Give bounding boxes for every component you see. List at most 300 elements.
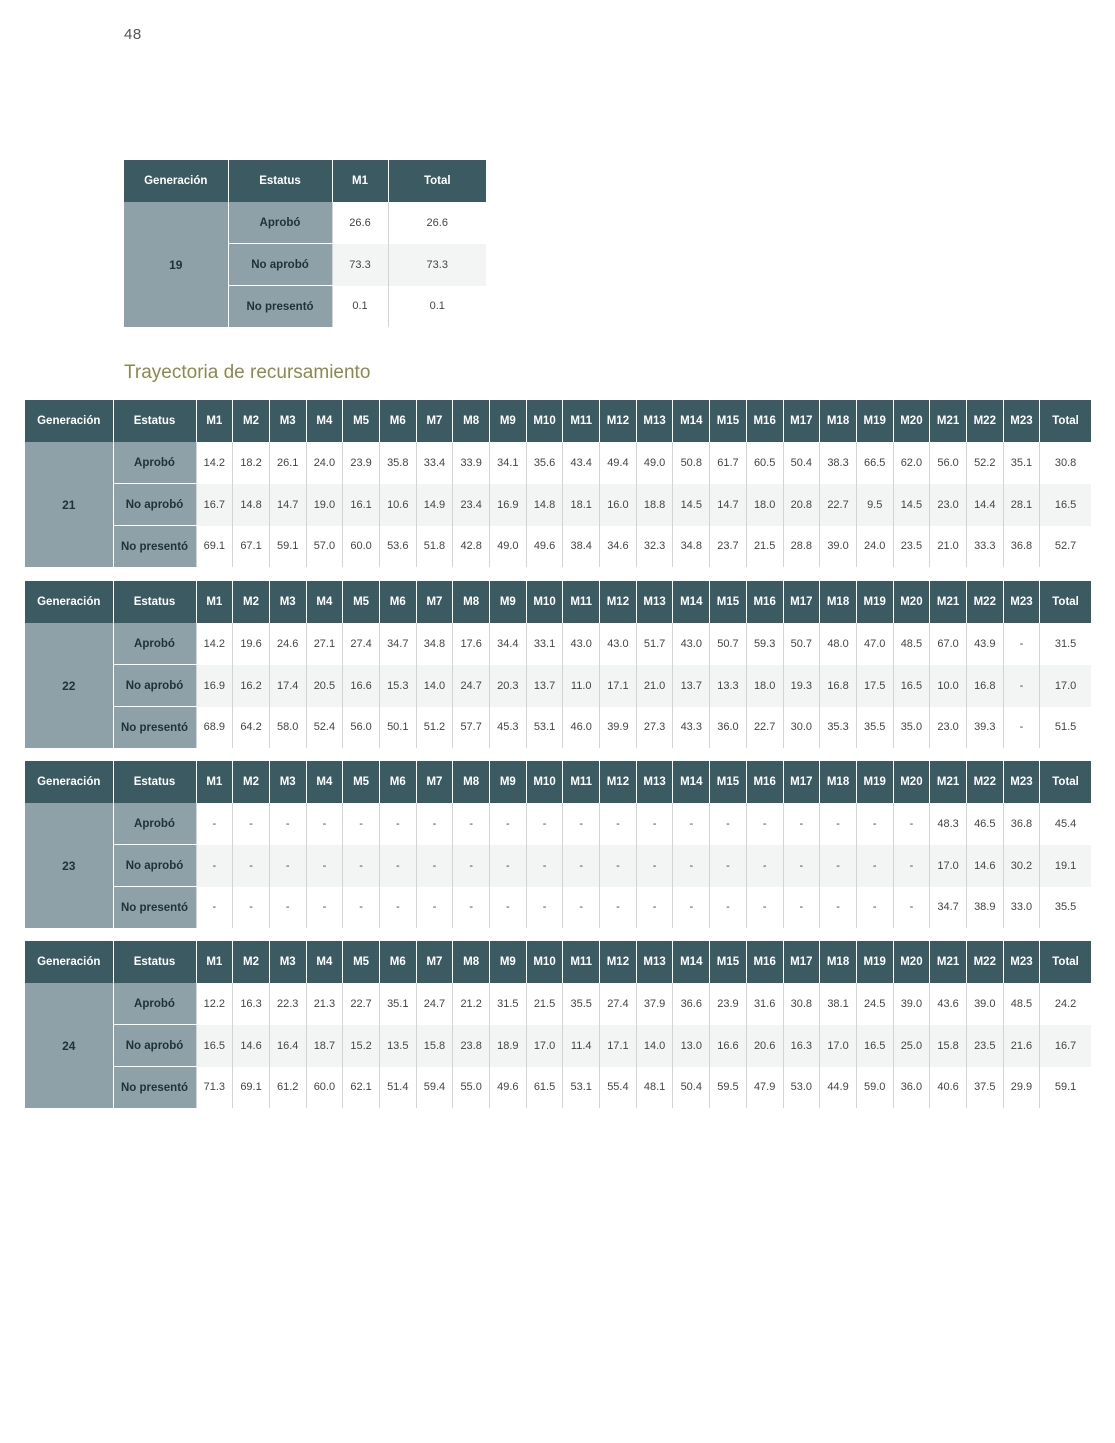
value-cell: - [453,887,490,929]
value-cell: 51.8 [416,526,453,568]
header-m13: M13 [636,761,673,803]
header-m18: M18 [820,761,857,803]
header-m16: M16 [746,761,783,803]
value-cell: - [416,887,453,929]
value-cell: - [563,887,600,929]
table-header-row [25,581,1091,623]
value-cell: 31.5 [490,983,527,1025]
value-cell: - [490,887,527,929]
value-cell: 50.8 [673,442,710,484]
value-cell: 25.0 [893,1025,930,1067]
status-cell: No presentó [113,887,196,929]
header-m2: M2 [233,761,270,803]
value-cell: - [526,887,563,929]
value-cell: 49.0 [636,442,673,484]
value-cell: 13.7 [526,665,563,707]
value-cell: 35.1 [379,983,416,1025]
value-cell: 66.5 [856,442,893,484]
value-cell: 14.5 [893,484,930,526]
value-cell: 35.3 [820,707,857,749]
header-m3: M3 [269,581,306,623]
header-m7: M7 [416,941,453,983]
header-m12: M12 [600,941,637,983]
total-cell: 30.8 [1040,442,1091,484]
header-m20: M20 [893,400,930,442]
generation-cell: 21 [25,442,113,567]
table-row [124,202,486,244]
value-cell: 16.6 [343,665,380,707]
value-cell: - [196,803,233,845]
value-cell: 59.5 [710,1067,747,1109]
value-cell: 13.3 [710,665,747,707]
value-cell: 38.4 [563,526,600,568]
value-cell: 38.3 [820,442,857,484]
value-cell: - [490,845,527,887]
value-cell: 23.4 [453,484,490,526]
header-m2: M2 [233,941,270,983]
value-cell: - [379,803,416,845]
header-generaci-n: Generación [25,400,113,442]
value-cell: - [820,887,857,929]
total-cell: 31.5 [1040,623,1091,665]
value-cell: 43.9 [966,623,1003,665]
value-cell: 47.9 [746,1067,783,1109]
value-cell: - [783,845,820,887]
header-m23: M23 [1003,941,1040,983]
value-cell: - [673,803,710,845]
value-cell: - [306,887,343,929]
value-cell: 55.0 [453,1067,490,1109]
status-cell: No presentó [113,526,196,568]
header-m9: M9 [490,400,527,442]
value-cell: 18.0 [746,665,783,707]
value-cell: 17.0 [820,1025,857,1067]
value-cell: 60.0 [343,526,380,568]
header-m13: M13 [636,941,673,983]
header-m14: M14 [673,400,710,442]
header-m7: M7 [416,581,453,623]
value-cell: 18.9 [490,1025,527,1067]
value-cell: 13.5 [379,1025,416,1067]
value-cell: 37.9 [636,983,673,1025]
header-m5: M5 [343,581,380,623]
value-cell: 22.7 [820,484,857,526]
header-generaci-n: Generación [25,581,113,623]
value-cell: 24.7 [453,665,490,707]
value-cell: 10.0 [930,665,967,707]
generation-cell: 23 [25,803,113,928]
value-cell: 14.6 [233,1025,270,1067]
header-m1: M1 [196,400,233,442]
header-m1: M1 [196,941,233,983]
value-cell: 30.0 [783,707,820,749]
header-m8: M8 [453,941,490,983]
header-total: Total [1040,761,1091,803]
table-header-row [124,160,486,202]
value-cell: 27.1 [306,623,343,665]
value-cell: 22.7 [746,707,783,749]
value-cell: - [710,887,747,929]
value-cell: 21.0 [636,665,673,707]
value-cell: 34.4 [490,623,527,665]
status-cell: No aprobó [113,665,196,707]
header-m9: M9 [490,761,527,803]
value-cell: 57.7 [453,707,490,749]
value-cell: 33.4 [416,442,453,484]
value-cell: - [1003,623,1040,665]
value-cell: 39.9 [600,707,637,749]
table-row [25,442,1091,484]
value-cell: 39.3 [966,707,1003,749]
value-cell: 15.3 [379,665,416,707]
total-cell: 52.7 [1040,526,1091,568]
header-m6: M6 [379,941,416,983]
value-cell: - [600,803,637,845]
value-cell: 68.9 [196,707,233,749]
value-cell: 23.8 [453,1025,490,1067]
header-m21: M21 [930,761,967,803]
header-m23: M23 [1003,581,1040,623]
value-cell: 23.0 [930,707,967,749]
value-cell: 61.2 [269,1067,306,1109]
table-row [25,526,1091,568]
total-cell: 16.5 [1040,484,1091,526]
value-cell: - [783,887,820,929]
value-cell: 15.8 [930,1025,967,1067]
value-cell: 20.5 [306,665,343,707]
value-cell: - [196,845,233,887]
header-generaci-n: Generación [25,941,113,983]
header-m8: M8 [453,400,490,442]
header-m4: M4 [306,400,343,442]
header-m1: M1 [332,160,388,202]
value-cell: 14.8 [233,484,270,526]
status-cell: No presentó [113,1067,196,1109]
value-cell: 36.8 [1003,526,1040,568]
value-cell: 24.7 [416,983,453,1025]
value-cell: 27.4 [600,983,637,1025]
value-cell: 46.0 [563,707,600,749]
value-cell: - [673,887,710,929]
value-cell: - [710,845,747,887]
value-cell: 30.2 [1003,845,1040,887]
status-cell: No aprobó [113,484,196,526]
value-cell: - [343,803,380,845]
value-cell: 14.9 [416,484,453,526]
header-m6: M6 [379,400,416,442]
header-m15: M15 [710,400,747,442]
value-cell: 24.5 [856,983,893,1025]
header-m6: M6 [379,761,416,803]
total-cell: 73.3 [388,244,486,286]
value-cell: 60.0 [306,1067,343,1109]
header-total: Total [1040,941,1091,983]
value-cell: 29.9 [1003,1067,1040,1109]
value-cell: 40.6 [930,1067,967,1109]
status-cell: No aprobó [113,1025,196,1067]
value-cell: 59.0 [856,1067,893,1109]
header-m19: M19 [856,400,893,442]
header-m10: M10 [526,581,563,623]
header-m23: M23 [1003,761,1040,803]
header-m23: M23 [1003,400,1040,442]
value-cell: 48.5 [1003,983,1040,1025]
value-cell: 51.7 [636,623,673,665]
value-cell: - [490,803,527,845]
value-cell: - [306,803,343,845]
value-cell: 48.1 [636,1067,673,1109]
header-estatus: Estatus [113,941,196,983]
total-cell: 16.7 [1040,1025,1091,1067]
value-cell: 14.8 [526,484,563,526]
value-cell: - [453,845,490,887]
value-cell: 51.2 [416,707,453,749]
table-generation-24 [25,941,1091,1108]
value-cell: - [379,845,416,887]
value-cell: - [269,845,306,887]
header-m18: M18 [820,581,857,623]
value-cell: 14.0 [636,1025,673,1067]
status-cell: No aprobó [113,845,196,887]
value-cell: 34.8 [673,526,710,568]
value-cell: 18.2 [233,442,270,484]
value-cell: 46.5 [966,803,1003,845]
value-cell: - [636,887,673,929]
total-cell: 0.1 [388,286,486,328]
header-m10: M10 [526,761,563,803]
value-cell: 59.1 [269,526,306,568]
value-cell: 34.6 [600,526,637,568]
value-cell: 12.2 [196,983,233,1025]
value-cell: - [526,803,563,845]
value-cell: 23.9 [343,442,380,484]
value-cell: 21.0 [930,526,967,568]
header-m20: M20 [893,941,930,983]
value-cell: 50.7 [710,623,747,665]
value-cell: 17.4 [269,665,306,707]
value-cell: 14.5 [673,484,710,526]
header-generaci-n: Generación [25,761,113,803]
value-cell: 23.9 [710,983,747,1025]
value-cell: 34.1 [490,442,527,484]
header-m9: M9 [490,941,527,983]
value-cell: 16.9 [196,665,233,707]
table-row [25,803,1091,845]
value-cell: - [746,803,783,845]
header-m7: M7 [416,761,453,803]
header-m8: M8 [453,761,490,803]
value-cell: 56.0 [930,442,967,484]
value-cell: 47.0 [856,623,893,665]
value-cell: 34.7 [379,623,416,665]
value-cell: - [783,803,820,845]
total-cell: 24.2 [1040,983,1091,1025]
value-cell: 38.9 [966,887,1003,929]
value-cell: 13.7 [673,665,710,707]
value-cell: 67.0 [930,623,967,665]
total-cell: 26.6 [388,202,486,244]
header-m1: M1 [196,581,233,623]
value-cell: - [600,887,637,929]
header-m14: M14 [673,761,710,803]
value-cell: - [196,887,233,929]
value-cell: 23.5 [893,526,930,568]
value-cell: 52.4 [306,707,343,749]
value-cell: 69.1 [233,1067,270,1109]
header-m15: M15 [710,581,747,623]
value-cell: 23.0 [930,484,967,526]
value-cell: 50.4 [673,1067,710,1109]
value-cell: 19.0 [306,484,343,526]
value-cell: 39.0 [893,983,930,1025]
value-cell: 15.2 [343,1025,380,1067]
header-m19: M19 [856,761,893,803]
value-cell: 42.8 [453,526,490,568]
header-m5: M5 [343,400,380,442]
header-m4: M4 [306,941,343,983]
value-cell: 37.5 [966,1067,1003,1109]
value-cell: 23.7 [710,526,747,568]
table-row [25,1025,1091,1067]
value-cell: 27.3 [636,707,673,749]
generation-cell: 22 [25,623,113,748]
value-cell: 18.7 [306,1025,343,1067]
value-cell: - [379,887,416,929]
header-m16: M16 [746,581,783,623]
value-cell: 36.6 [673,983,710,1025]
header-m2: M2 [233,400,270,442]
value-cell: 20.6 [746,1025,783,1067]
header-m2: M2 [233,581,270,623]
value-cell: 14.0 [416,665,453,707]
value-cell: 61.7 [710,442,747,484]
value-cell: - [673,845,710,887]
header-m16: M16 [746,400,783,442]
value-cell: 28.1 [1003,484,1040,526]
value-cell: 16.5 [856,1025,893,1067]
value-cell: 10.6 [379,484,416,526]
value-cell: 14.4 [966,484,1003,526]
header-m17: M17 [783,400,820,442]
value-cell: - [856,803,893,845]
value-cell: 33.9 [453,442,490,484]
value-cell: 51.4 [379,1067,416,1109]
header-m6: M6 [379,581,416,623]
value-cell: 9.5 [856,484,893,526]
value-cell: 64.2 [233,707,270,749]
header-m9: M9 [490,581,527,623]
table-row [25,845,1091,887]
value-cell: - [416,845,453,887]
value-cell: 35.5 [563,983,600,1025]
table-row [25,983,1091,1025]
value-cell: - [893,803,930,845]
value-cell: 44.9 [820,1067,857,1109]
value-cell: 60.5 [746,442,783,484]
header-m18: M18 [820,941,857,983]
value-cell: 16.6 [710,1025,747,1067]
value-cell: - [893,887,930,929]
header-total: Total [1040,581,1091,623]
header-m19: M19 [856,941,893,983]
value-cell: 38.1 [820,983,857,1025]
header-m22: M22 [966,581,1003,623]
table-generation-22 [25,581,1091,748]
header-estatus: Estatus [228,160,332,202]
value-cell: - [636,803,673,845]
header-m5: M5 [343,941,380,983]
header-total: Total [1040,400,1091,442]
value-cell: 45.3 [490,707,527,749]
header-m16: M16 [746,941,783,983]
value-cell: 34.7 [930,887,967,929]
table-header-row [25,941,1091,983]
value-cell: - [526,845,563,887]
total-cell: 17.0 [1040,665,1091,707]
value-cell: 16.4 [269,1025,306,1067]
header-m19: M19 [856,581,893,623]
header-m21: M21 [930,941,967,983]
header-m17: M17 [783,761,820,803]
table-generation-19 [124,160,486,327]
value-cell: 34.8 [416,623,453,665]
value-cell: - [893,845,930,887]
value-cell: 16.3 [233,983,270,1025]
value-cell: 36.0 [710,707,747,749]
value-cell: 33.1 [526,623,563,665]
header-m11: M11 [563,761,600,803]
total-cell: 35.5 [1040,887,1091,929]
header-estatus: Estatus [113,761,196,803]
value-cell: - [269,803,306,845]
value-cell: 16.5 [893,665,930,707]
value-cell: 32.3 [636,526,673,568]
value-cell: - [306,845,343,887]
header-estatus: Estatus [113,400,196,442]
value-cell: - [710,803,747,845]
header-m1: M1 [196,761,233,803]
total-cell: 59.1 [1040,1067,1091,1109]
header-m18: M18 [820,400,857,442]
value-cell: 11.0 [563,665,600,707]
value-cell: 17.1 [600,1025,637,1067]
value-cell: 11.4 [563,1025,600,1067]
header-m15: M15 [710,941,747,983]
value-cell: 21.3 [306,983,343,1025]
value-cell: 35.8 [379,442,416,484]
header-m17: M17 [783,941,820,983]
value-cell: 71.3 [196,1067,233,1109]
value-cell: 35.5 [856,707,893,749]
value-cell: - [746,887,783,929]
value-cell: 33.3 [966,526,1003,568]
value-cell: 61.5 [526,1067,563,1109]
value-cell: 52.2 [966,442,1003,484]
value-cell: - [856,887,893,929]
table-row [25,623,1091,665]
header-m17: M17 [783,581,820,623]
section-title: Trayectoria de recursamiento [124,362,371,383]
status-cell: Aprobó [113,983,196,1025]
value-cell: 16.8 [966,665,1003,707]
value-cell: 33.0 [1003,887,1040,929]
value-cell: 18.1 [563,484,600,526]
value-cell: 57.0 [306,526,343,568]
value-cell: 16.8 [820,665,857,707]
value-cell: 24.0 [856,526,893,568]
header-m12: M12 [600,400,637,442]
value-cell: 15.8 [416,1025,453,1067]
